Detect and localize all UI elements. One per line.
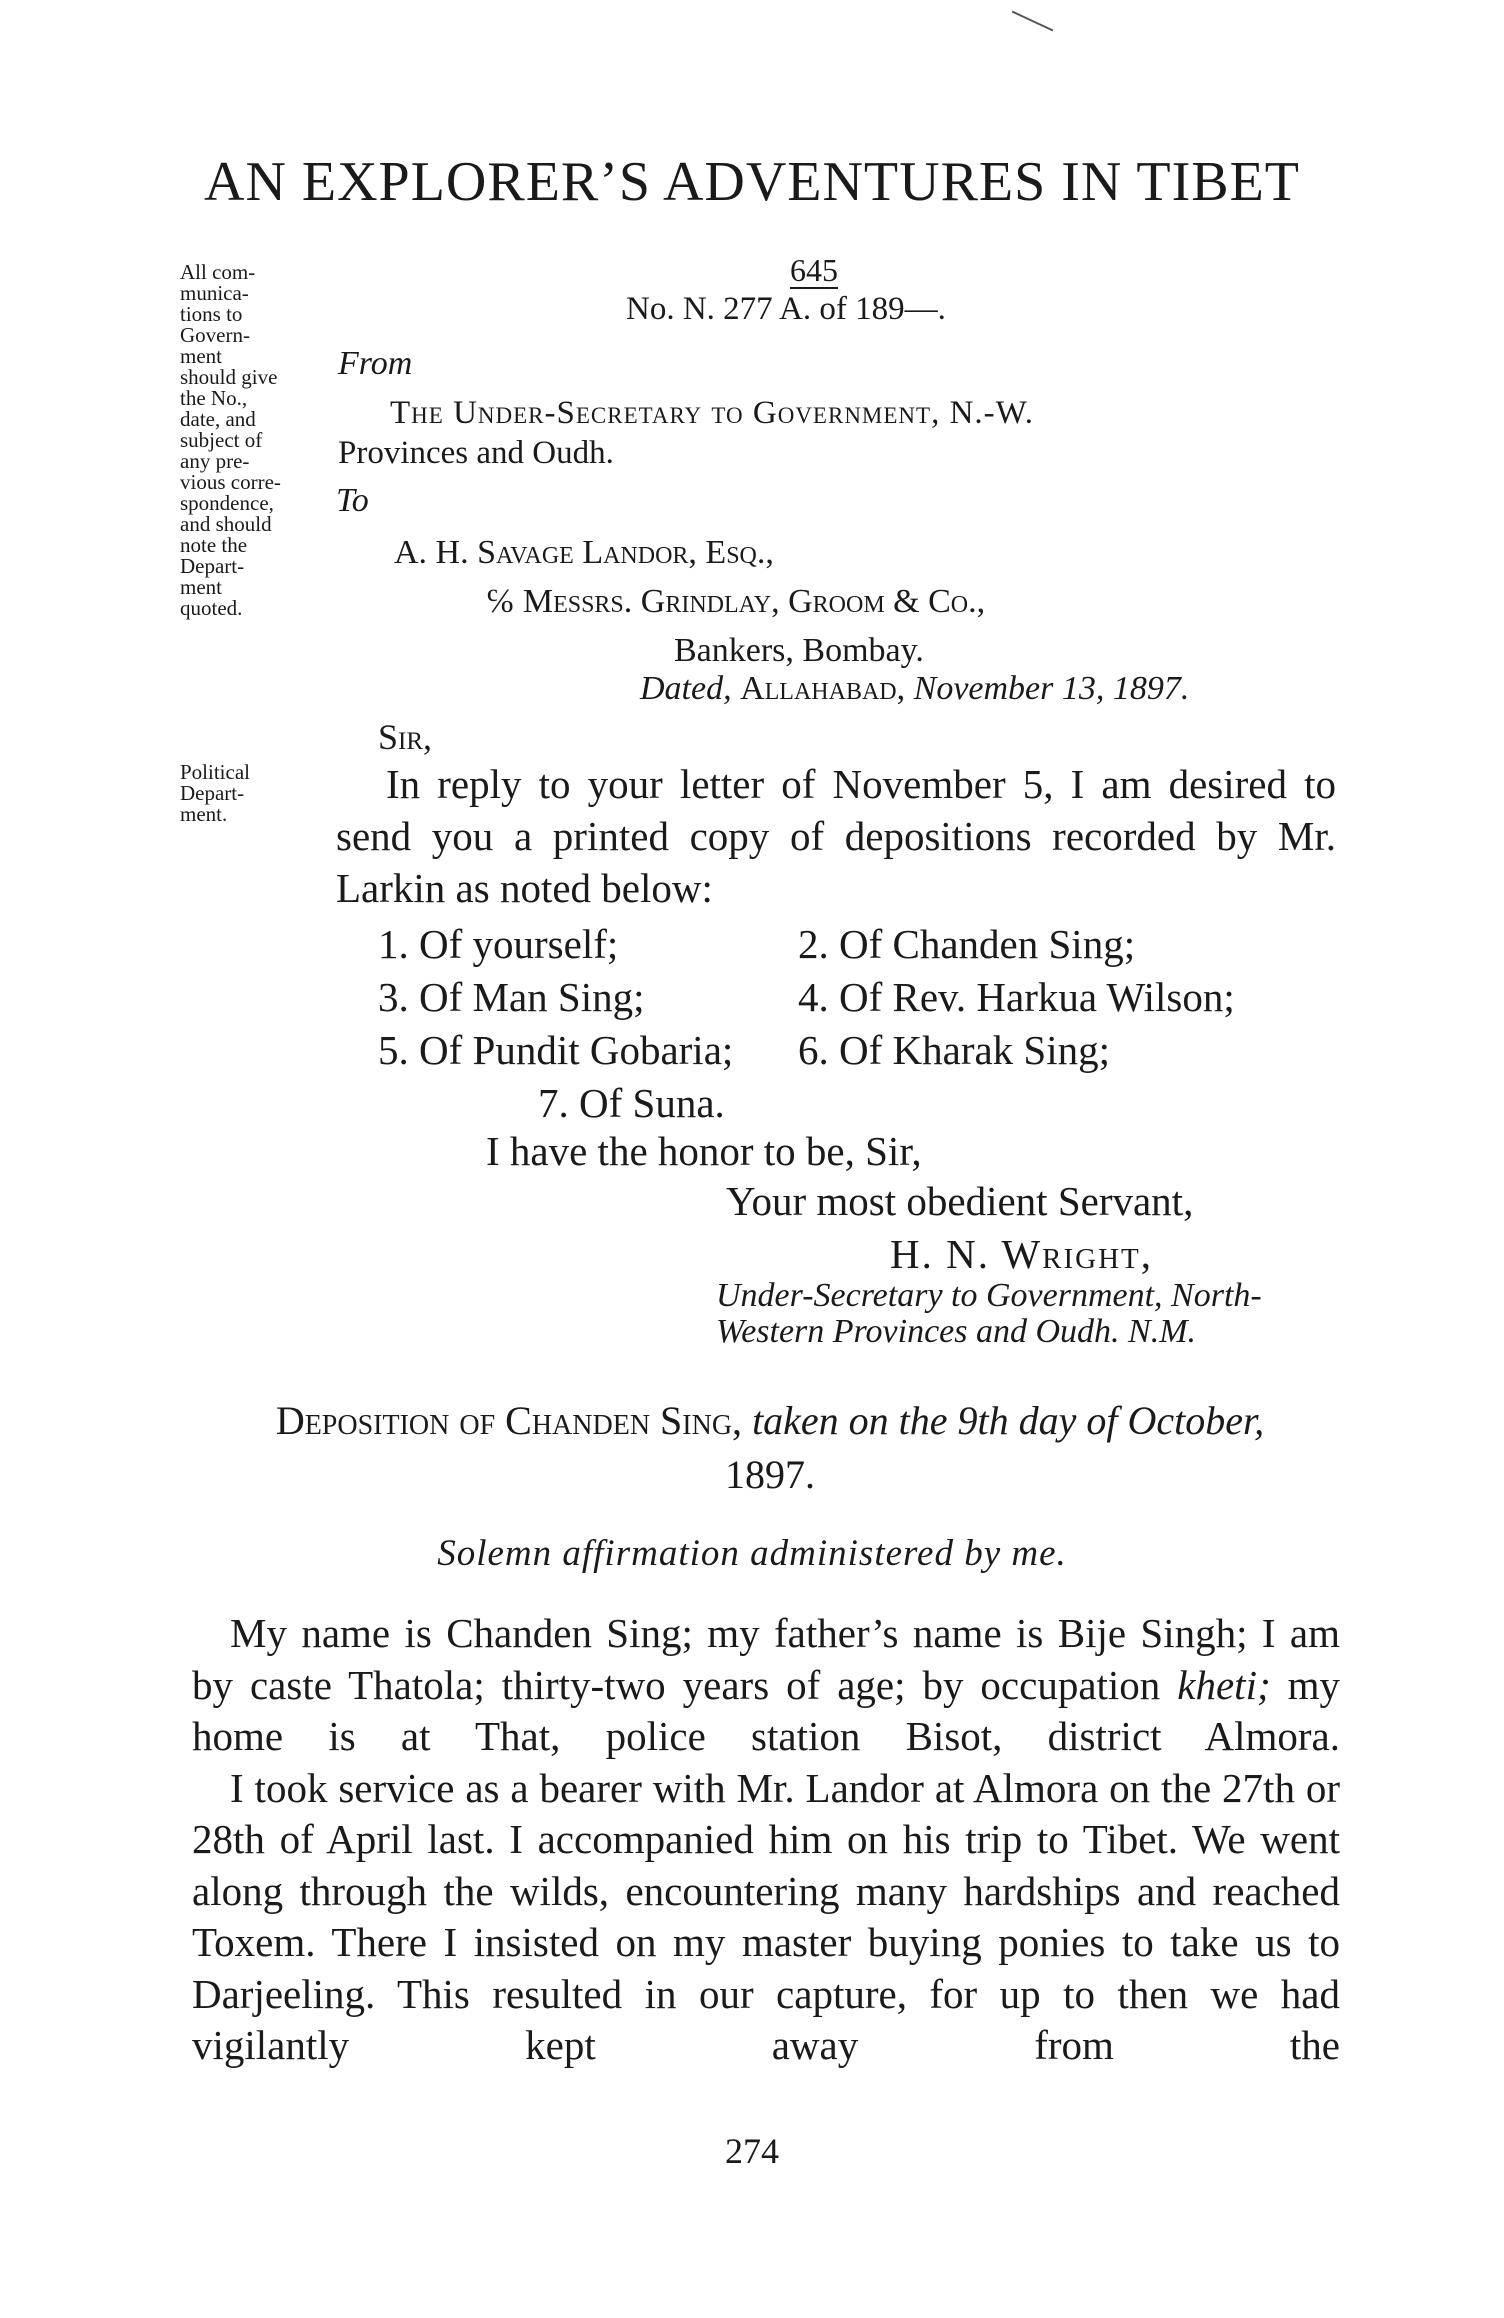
list-item: 2. Of Chanden Sing; (798, 921, 1136, 967)
margin-note-communications: All com- munica- tions to Govern- ment should give the No., date, and subject of any pre- vious corre- spondence, and should note the Depart- ment quoted. (180, 260, 281, 620)
dated-place: Allahabad, (740, 670, 906, 707)
letter-number-line: No. N. 277 A. of 189—. (626, 291, 946, 327)
address-block (394, 528, 985, 675)
letter-number (600, 252, 1300, 328)
salutation: Sir, (378, 717, 433, 757)
signoff: Your most obedient Servant, (726, 1178, 1194, 1224)
deposition-heading-date: taken on the 9th day of October, (752, 1398, 1265, 1443)
closing: I have the honor to be, Sir, (486, 1128, 922, 1174)
page-number: 274 (725, 2131, 779, 2171)
title-line: Western Provinces and Oudh. N.M. (716, 1313, 1197, 1350)
deposition-heading (190, 1394, 1350, 1502)
dated-label: Dated, (640, 670, 732, 707)
address-line: A. H. Savage Landor, Esq., (394, 534, 774, 571)
list-item: 3. Of Man Sing; (378, 974, 645, 1020)
letter-body (336, 758, 1336, 914)
affirmation-line: Solemn affirmation administered by me. (437, 1533, 1067, 1574)
deposition-paragraph: My name is Chanden Sing; my father’s name is Bije Singh; I am by caste Thatola; thirty-two years of age; by occupation kheti; my home is at That, police station Bisot, district Almora. (192, 1610, 1340, 1759)
from-line-2: Provinces and Oudh. (338, 435, 614, 471)
depositions-list (378, 918, 1338, 1130)
margin-note-political: Political Depart- ment. (180, 760, 250, 826)
list-item: 4. Of Rev. Harkua Wilson; (798, 974, 1235, 1020)
signatory-title (716, 1278, 1262, 1350)
deposition-heading-title: Deposition of Chanden Sing, (275, 1398, 743, 1443)
pencil-mark (1012, 11, 1054, 32)
list-item: 7. Of Suna. (538, 1080, 725, 1126)
list-item: 6. Of Kharak Sing; (798, 1027, 1111, 1073)
title-line: Under-Secretary to Government, North- (716, 1277, 1262, 1314)
to-label: To (336, 482, 369, 519)
from-line-1: The Under-Secretary to Government, N.-W. (390, 395, 1035, 431)
deposition-text (192, 1608, 1340, 2072)
dated-date: November 13, 1897. (913, 670, 1190, 707)
list-item: 1. Of yourself; (378, 921, 619, 967)
letter-paragraph: In reply to your letter of November 5, I am desired to send you a printed copy of depositions recorded by Mr. Larkin as noted below: (336, 761, 1336, 911)
signature: H. N. Wright, (890, 1231, 1154, 1277)
running-head: AN EXPLORER’S ADVENTURES IN TIBET (204, 151, 1300, 213)
dated-line (640, 670, 1189, 708)
from-label: From (338, 345, 413, 382)
address-line: ℅ Messrs. Grindlay, Groom & Co., (486, 583, 986, 620)
deposition-paragraph: I took service as a bearer with Mr. Landor at Almora on the 27th or 28th of April last. I accompanied him on his trip to Tibet. We went along through the wilds, encountering many hardships and reached Toxem. There I insisted on my master buying ponies to take us to Darjeeling. This resulted in our capture, for up to then we had vigilantly kept away from the (192, 1764, 1340, 2068)
list-item: 5. Of Pundit Gobaria; (378, 1027, 734, 1073)
letter-number-top: 645 (790, 252, 838, 288)
deposition-heading-year: 1897. (725, 1452, 815, 1497)
address-line: Bankers, Bombay. (674, 632, 924, 669)
